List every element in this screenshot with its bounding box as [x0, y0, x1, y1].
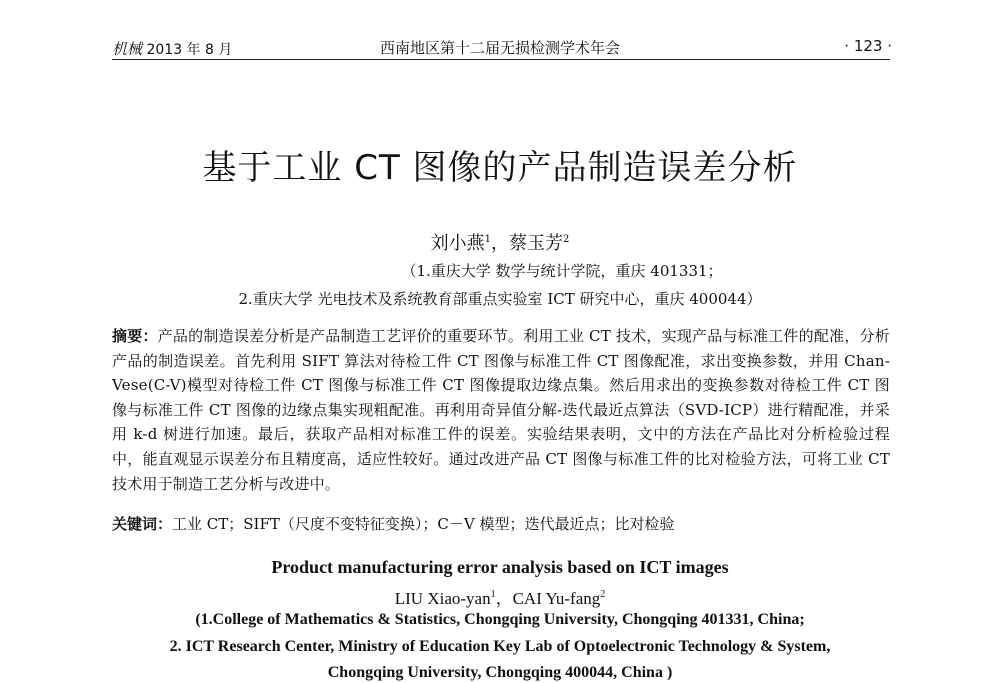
english-author-2-affil-mark: 2 [600, 589, 606, 600]
page-number: · 123 · [844, 37, 892, 55]
affiliation-2: 2.重庆大学 光电技术及系统教育部重点实验室 ICT 研究中心，重庆 400044） [238, 290, 762, 308]
author-1: 刘小燕 [430, 233, 485, 254]
english-affiliation-1: (1.College of Mathematics & Statistics, Chongqing University, Chongqing 401331, China; [195, 611, 805, 628]
affiliation-1: （1.重庆大学 数学与统计学院，重庆 401331； [401, 262, 723, 280]
english-author-1: LIU Xiao-yan [394, 589, 491, 608]
abstract-text: 产品的制造误差分析是产品制造工艺评价的重要环节。利用工业 CT 技术，实现产品与标准工件的配准，分析产品的制造误差。首先利用 SIFT 算法对待检工件 CT 图像与标准工件 CT 图像配准，求出变换参数，并用 Chan-Vese(C-V)模型对待检工件 CT 图像与标准工件 CT 图像提取边缘点集。然后用求出的变换参数对待检工件 CT 图像与标准工件 CT 图像的边缘点集实现粗配准。再利用奇异值分解-迭代最近点算法（SVD-ICP）进行精配准，并采用 k-d 树进行加速。最后，获取产品相对标准工件的误差。实验结果表明，文中的方法在产品比对分析检验过程中，能直观显示误差分布且精度高，适应性较好。通过改进产品 CT 图像与标准工件的比对检验方法，可将工业 CT 技术用于制造工艺分析与改进中。 [112, 327, 890, 493]
header-rule [112, 59, 890, 60]
header-left [112, 38, 232, 59]
author-2: 蔡玉芳 [509, 233, 563, 254]
author-2-affil-mark: 2 [563, 234, 570, 245]
paper-title: 基于工业 CT 图像的产品制造误差分析 [202, 148, 798, 188]
english-affiliation-3: Chongqing University, Chongqing 400044, China ) [327, 664, 673, 681]
english-author-2: CAI Yu-fang [512, 589, 601, 608]
running-header [112, 34, 892, 58]
journal-name: 机械 [112, 40, 143, 58]
author-separator: ， [491, 233, 509, 254]
abstract [112, 324, 890, 496]
conference-name: 西南地区第十二届无损检测学术年会 [380, 39, 621, 57]
english-author-line [0, 584, 1000, 609]
issue-date: 2013 年 8 月 [146, 42, 233, 58]
english-author-1-affil-mark: 1 [490, 589, 496, 600]
author-line [0, 229, 1000, 255]
author-1-affil-mark: 1 [484, 234, 491, 245]
abstract-label: 摘要： [112, 327, 158, 345]
keywords-label: 关键词： [112, 515, 173, 533]
english-title: Product manufacturing error analysis based on ICT images [271, 557, 729, 577]
english-affiliation-2: 2. ICT Research Center, Ministry of Education Key Lab of Optoelectronic Technology & System, [169, 638, 831, 655]
keywords [112, 513, 890, 534]
english-author-separator: ， [495, 589, 513, 608]
keywords-text: 工业 CT；SIFT（尺度不变特征变换）；C－V 模型；迭代最近点；比对检验 [172, 515, 675, 533]
